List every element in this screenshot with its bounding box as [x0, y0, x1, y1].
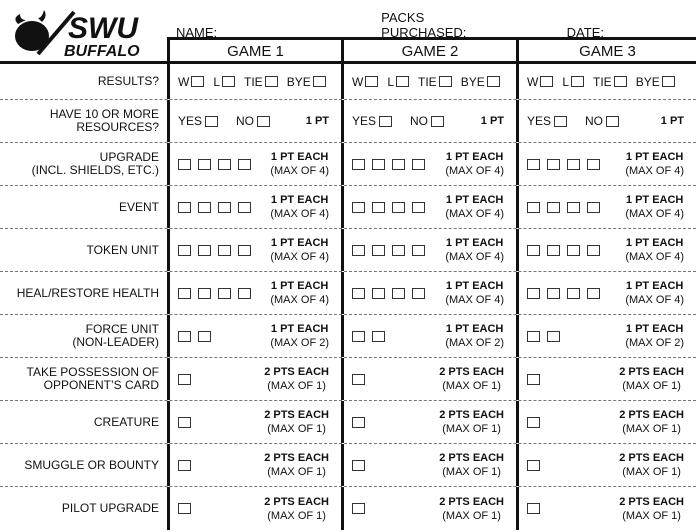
points-label: 1 PT EACH — [270, 151, 329, 163]
points-label: 1 PT EACH — [445, 237, 504, 249]
points-info — [625, 279, 684, 307]
points-label: 1 PT EACH — [445, 151, 504, 163]
points-info — [619, 365, 684, 393]
checkbox[interactable] — [352, 245, 365, 256]
game-1-cell — [167, 401, 341, 443]
max-label: (MAX OF 4) — [445, 165, 504, 177]
checkbox[interactable] — [527, 460, 540, 471]
result-l-checkbox[interactable] — [396, 76, 409, 87]
checkbox[interactable] — [547, 331, 560, 342]
points-label: 1 PT — [660, 115, 684, 127]
points-info — [270, 322, 329, 350]
result-option-label: W — [527, 74, 539, 89]
points-info — [625, 150, 684, 178]
row-label — [0, 229, 167, 271]
scoring-row — [0, 143, 696, 186]
checkbox[interactable] — [392, 245, 405, 256]
checkbox[interactable] — [198, 202, 211, 213]
max-label: (MAX OF 4) — [445, 251, 504, 263]
checkbox[interactable] — [198, 245, 211, 256]
checkbox[interactable] — [352, 331, 365, 342]
checkbox[interactable] — [527, 245, 540, 256]
points-info — [445, 322, 504, 350]
packs-purchased-field[interactable]: PACKS PURCHASED: — [381, 10, 549, 40]
max-label: (MAX OF 4) — [270, 251, 329, 263]
points-info — [661, 114, 684, 128]
max-label: (MAX OF 1) — [442, 509, 501, 522]
game-2-cell — [341, 229, 516, 271]
game-1-cell — [167, 444, 341, 486]
checkbox[interactable] — [527, 202, 540, 213]
points-label: 1 PT EACH — [625, 194, 684, 206]
game-2-cell — [341, 315, 516, 357]
checkbox[interactable] — [547, 288, 560, 299]
max-label: (MAX OF 2) — [625, 337, 684, 349]
game-1-results — [167, 64, 341, 99]
game-3-resources — [516, 100, 696, 142]
result-tie-checkbox[interactable] — [614, 76, 627, 87]
checkbox[interactable] — [218, 202, 231, 213]
checkbox[interactable] — [587, 245, 600, 256]
points-label: 1 PT EACH — [625, 323, 684, 335]
points-info — [439, 408, 504, 436]
svg-text:BUFFALO: BUFFALO — [64, 43, 140, 60]
scoring-row — [0, 229, 696, 272]
max-label: (MAX OF 4) — [625, 165, 684, 177]
points-info — [445, 193, 504, 221]
points-label: 2 PTS EACH — [619, 409, 684, 421]
points-info — [264, 451, 329, 479]
game-2-cell — [341, 358, 516, 400]
points-label: 1 PT EACH — [270, 323, 329, 335]
max-label: (MAX OF 4) — [445, 208, 504, 220]
checkbox[interactable] — [567, 159, 580, 170]
max-label: (MAX OF 1) — [267, 380, 326, 392]
no-checkbox[interactable] — [431, 116, 444, 127]
checkbox[interactable] — [587, 202, 600, 213]
result-w-checkbox[interactable] — [365, 76, 378, 87]
game-2-header: GAME 2 — [341, 37, 516, 61]
checkbox[interactable] — [178, 460, 191, 471]
result-l-checkbox[interactable] — [222, 76, 235, 87]
checkbox[interactable] — [527, 503, 540, 514]
checkbox[interactable] — [178, 159, 191, 170]
checkbox[interactable] — [218, 159, 231, 170]
header-fields — [176, 10, 696, 40]
game-1-cell — [167, 272, 341, 314]
points-label: 2 PTS EACH — [264, 495, 329, 508]
game-1-cell — [167, 315, 341, 357]
game-2-cell — [341, 444, 516, 486]
checkbox[interactable] — [238, 288, 251, 299]
points-info — [264, 408, 329, 436]
points-label: 1 PT EACH — [625, 237, 684, 249]
label-line: FORCE UNIT — [85, 322, 159, 336]
checkbox[interactable] — [178, 331, 191, 342]
game-2-cell — [341, 186, 516, 228]
row-label — [0, 100, 167, 142]
game-1-cell — [167, 186, 341, 228]
label-line: HAVE 10 OR MORE — [49, 107, 159, 121]
row-label — [0, 401, 167, 443]
row-label — [0, 358, 167, 400]
yes-label: YES — [352, 114, 377, 128]
label-line: OPPONENT’S CARD — [43, 378, 159, 392]
max-label: (MAX OF 1) — [622, 380, 681, 392]
points-label: 1 PT — [305, 115, 329, 127]
max-label: (MAX OF 4) — [270, 165, 329, 177]
yes-checkbox[interactable] — [379, 116, 392, 127]
checkbox[interactable] — [198, 159, 211, 170]
resources-row — [0, 100, 696, 143]
points-label: 2 PTS EACH — [619, 452, 684, 464]
max-label: (MAX OF 4) — [270, 208, 329, 220]
game-1-resources — [167, 100, 341, 142]
checkbox[interactable] — [178, 288, 191, 299]
label-line: RESOURCES? — [76, 120, 159, 134]
checkbox[interactable] — [527, 288, 540, 299]
game-3-results — [516, 64, 696, 99]
game-2-results — [341, 64, 516, 99]
scoring-row — [0, 186, 696, 229]
result-w-checkbox[interactable] — [540, 76, 553, 87]
no-label: NO — [236, 114, 255, 128]
points-label: 1 PT EACH — [270, 194, 329, 206]
checkbox[interactable] — [352, 503, 365, 514]
max-label: (MAX OF 2) — [445, 337, 504, 349]
checkbox[interactable] — [198, 331, 211, 342]
scoring-row — [0, 272, 696, 315]
row-label — [0, 186, 167, 228]
game-header-row — [0, 37, 696, 64]
checkbox[interactable] — [547, 202, 560, 213]
label-line: (INCL. SHIELDS, ETC.) — [31, 163, 159, 177]
points-label: 2 PTS EACH — [439, 366, 504, 378]
checkbox[interactable] — [352, 159, 365, 170]
row-label — [0, 444, 167, 486]
label-line: SMUGGLE OR BOUNTY — [24, 457, 159, 472]
scoring-table — [0, 37, 696, 530]
max-label: (MAX OF 1) — [442, 466, 501, 478]
points-info — [439, 451, 504, 479]
checkbox[interactable] — [218, 288, 231, 299]
checkbox[interactable] — [198, 288, 211, 299]
game-3-cell — [516, 487, 696, 530]
points-info — [445, 150, 504, 178]
points-label: 2 PTS EACH — [439, 452, 504, 464]
game-2-cell — [341, 143, 516, 185]
points-info — [264, 495, 329, 523]
points-label: 2 PTS EACH — [619, 366, 684, 378]
checkbox[interactable] — [352, 288, 365, 299]
points-label: 1 PT EACH — [625, 280, 684, 292]
name-field[interactable]: NAME: — [176, 10, 363, 40]
points-info — [445, 279, 504, 307]
checkbox[interactable] — [372, 288, 385, 299]
result-tie-checkbox[interactable] — [265, 76, 278, 87]
result-option-label: TIE — [418, 74, 437, 89]
checkbox[interactable] — [412, 288, 425, 299]
max-label: (MAX OF 1) — [622, 466, 681, 478]
yes-checkbox[interactable] — [554, 116, 567, 127]
result-option-label: L — [387, 74, 395, 89]
yes-label: YES — [527, 114, 552, 128]
svg-text:SWU: SWU — [68, 12, 138, 45]
max-label: (MAX OF 1) — [622, 423, 681, 435]
points-info — [270, 193, 329, 221]
points-label: 1 PT EACH — [445, 323, 504, 335]
points-info — [270, 236, 329, 264]
checkbox[interactable] — [412, 202, 425, 213]
label-line: TAKE POSSESSION OF — [26, 365, 159, 379]
points-info — [306, 114, 329, 128]
result-l-checkbox[interactable] — [571, 76, 584, 87]
max-label: (MAX OF 4) — [625, 294, 684, 306]
result-option-label: W — [178, 74, 190, 89]
points-label: 2 PTS EACH — [264, 409, 329, 421]
scoring-row — [0, 315, 696, 358]
game-3-cell — [516, 444, 696, 486]
checkbox[interactable] — [392, 202, 405, 213]
checkbox[interactable] — [178, 417, 191, 428]
points-label: 1 PT EACH — [270, 237, 329, 249]
checkbox[interactable] — [527, 331, 540, 342]
checkbox[interactable] — [352, 460, 365, 471]
points-info — [270, 150, 329, 178]
points-info — [625, 236, 684, 264]
points-info — [619, 451, 684, 479]
checkbox[interactable] — [178, 503, 191, 514]
game-1-header: GAME 1 — [167, 37, 341, 61]
checkbox[interactable] — [412, 245, 425, 256]
game-1-cell — [167, 487, 341, 530]
max-label: (MAX OF 1) — [622, 509, 681, 522]
checkbox[interactable] — [547, 159, 560, 170]
label-line: (NON-LEADER) — [72, 335, 159, 349]
points-info — [481, 114, 504, 128]
points-label: 1 PT EACH — [270, 280, 329, 292]
label-line: PILOT UPGRADE — [61, 501, 159, 515]
row-label — [0, 272, 167, 314]
checkbox[interactable] — [392, 159, 405, 170]
checkbox[interactable] — [218, 245, 231, 256]
max-label: (MAX OF 4) — [445, 294, 504, 306]
game-3-header: GAME 3 — [516, 37, 696, 61]
points-info — [619, 408, 684, 436]
no-checkbox[interactable] — [257, 116, 270, 127]
result-option-label: TIE — [593, 74, 612, 89]
checkbox[interactable] — [567, 245, 580, 256]
checkbox[interactable] — [527, 159, 540, 170]
game-2-cell — [341, 401, 516, 443]
points-info — [445, 236, 504, 264]
checkbox[interactable] — [178, 202, 191, 213]
game-2-resources — [341, 100, 516, 142]
no-checkbox[interactable] — [606, 116, 619, 127]
row-label — [0, 315, 167, 357]
no-label: NO — [410, 114, 429, 128]
points-info — [625, 322, 684, 350]
checkbox[interactable] — [238, 245, 251, 256]
max-label: (MAX OF 4) — [625, 208, 684, 220]
points-label: 1 PT EACH — [445, 194, 504, 206]
game-3-cell — [516, 143, 696, 185]
row-label — [0, 143, 167, 185]
checkbox[interactable] — [238, 202, 251, 213]
points-label: 2 PTS EACH — [264, 366, 329, 378]
checkbox[interactable] — [238, 159, 251, 170]
checkbox[interactable] — [372, 245, 385, 256]
game-2-cell — [341, 272, 516, 314]
label-line: CREATURE — [93, 414, 159, 429]
points-label: 2 PTS EACH — [264, 452, 329, 464]
points-info — [619, 495, 684, 523]
game-3-cell — [516, 186, 696, 228]
results-row — [0, 64, 696, 100]
points-info — [264, 365, 329, 393]
result-option-label: W — [352, 74, 364, 89]
checkbox[interactable] — [372, 202, 385, 213]
result-bye-checkbox[interactable] — [487, 76, 500, 87]
points-label: 1 PT — [480, 115, 504, 127]
checkbox[interactable] — [587, 288, 600, 299]
checkbox[interactable] — [392, 288, 405, 299]
points-info — [439, 365, 504, 393]
label-line: EVENT — [118, 199, 159, 214]
points-label: 2 PTS EACH — [619, 495, 684, 508]
date-field[interactable]: DATE: — [567, 10, 686, 40]
max-label: (MAX OF 4) — [625, 251, 684, 263]
result-bye-checkbox[interactable] — [662, 76, 675, 87]
checkbox[interactable] — [547, 245, 560, 256]
max-label: (MAX OF 2) — [270, 337, 329, 349]
result-tie-checkbox[interactable] — [439, 76, 452, 87]
result-option-label: BYE — [286, 74, 311, 89]
checkbox[interactable] — [372, 331, 385, 342]
checkbox[interactable] — [352, 374, 365, 385]
scoring-row — [0, 358, 696, 401]
result-option-label: BYE — [460, 74, 485, 89]
checkbox[interactable] — [527, 374, 540, 385]
label-line: UPGRADE — [99, 150, 159, 164]
max-label: (MAX OF 1) — [267, 466, 326, 478]
max-label: (MAX OF 1) — [442, 380, 501, 392]
checkbox[interactable] — [372, 159, 385, 170]
yes-checkbox[interactable] — [205, 116, 218, 127]
game-3-cell — [516, 401, 696, 443]
max-label: (MAX OF 1) — [442, 423, 501, 435]
game-1-cell — [167, 143, 341, 185]
points-info — [625, 193, 684, 221]
scoring-row — [0, 401, 696, 444]
points-label: 2 PTS EACH — [439, 495, 504, 508]
checkbox[interactable] — [178, 374, 191, 385]
no-label: NO — [585, 114, 604, 128]
max-label: (MAX OF 4) — [270, 294, 329, 306]
checkbox[interactable] — [527, 417, 540, 428]
scoring-row — [0, 444, 696, 487]
points-label: 2 PTS EACH — [439, 409, 504, 421]
points-info — [270, 279, 329, 307]
points-label: 1 PT EACH — [625, 151, 684, 163]
game-3-cell — [516, 272, 696, 314]
game-3-cell — [516, 229, 696, 271]
checkbox[interactable] — [412, 159, 425, 170]
label-line: RESULTS? — [97, 74, 159, 88]
row-label — [0, 64, 167, 99]
checkbox[interactable] — [352, 202, 365, 213]
row-label — [0, 487, 167, 530]
result-option-label: BYE — [635, 74, 660, 89]
max-label: (MAX OF 1) — [267, 423, 326, 435]
checkbox[interactable] — [178, 245, 191, 256]
max-label: (MAX OF 1) — [267, 509, 326, 522]
game-3-cell — [516, 358, 696, 400]
points-info — [439, 495, 504, 523]
points-label: 1 PT EACH — [445, 280, 504, 292]
checkbox[interactable] — [567, 202, 580, 213]
label-line: HEAL/RESTORE HEALTH — [16, 285, 159, 300]
result-w-checkbox[interactable] — [191, 76, 204, 87]
result-option-label: L — [562, 74, 570, 89]
result-bye-checkbox[interactable] — [313, 76, 326, 87]
game-2-cell — [341, 487, 516, 530]
game-3-cell — [516, 315, 696, 357]
scoring-row — [0, 487, 696, 530]
checkbox[interactable] — [352, 417, 365, 428]
checkbox[interactable] — [567, 288, 580, 299]
yes-label: YES — [178, 114, 203, 128]
result-option-label: L — [213, 74, 221, 89]
game-1-cell — [167, 358, 341, 400]
checkbox[interactable] — [587, 159, 600, 170]
game-1-cell — [167, 229, 341, 271]
result-option-label: TIE — [244, 74, 263, 89]
label-line: TOKEN UNIT — [86, 242, 159, 257]
